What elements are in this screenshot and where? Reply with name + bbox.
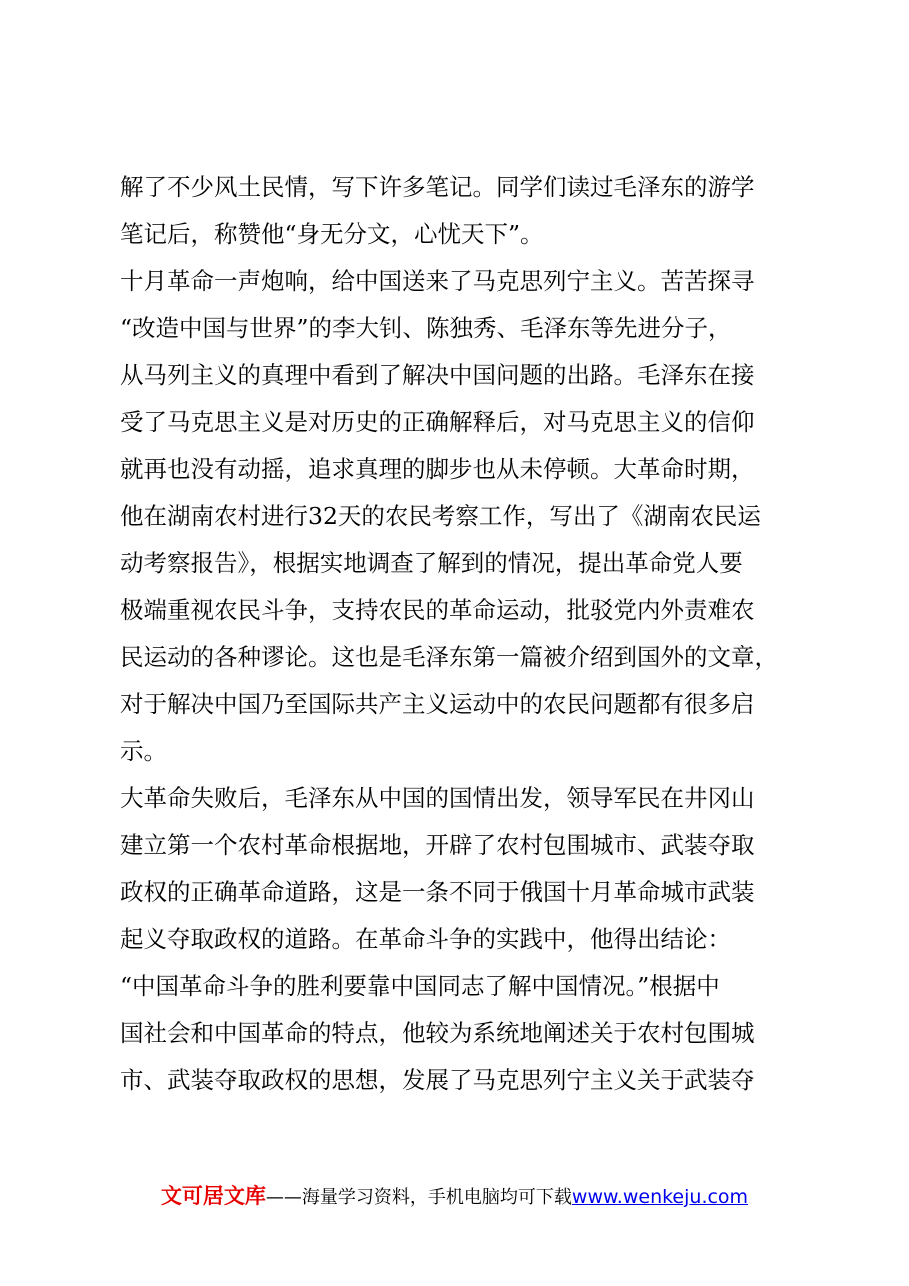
text-line: 起义夺取政权的道路。在革命斗争的实践中，他得出结论： — [120, 925, 731, 953]
footer-tagline: ——海量学习资料，手机电脑均可下载 — [265, 1187, 572, 1208]
text-line: 就再也没有动摇，追求真理的脚步也从未停顿。大革命时期， — [120, 455, 755, 483]
text-line: 从马列主义的真理中看到了解决中国问题的出路。毛泽东在接 — [120, 361, 755, 389]
text-line: 极端重视农民斗争，支持农民的革命运动，批驳党内外责难农 — [120, 596, 755, 624]
text-line: 市、武装夺取政权的思想，发展了马克思列宁主义关于武装夺 — [120, 1066, 755, 1094]
text-line: “改造中国与世界”的李大钊、陈独秀、毛泽东等先进分子， — [120, 314, 732, 342]
text-line: 建立第一个农村革命根据地，开辟了农村包围城市、武装夺取 — [120, 831, 755, 859]
text-line: 笔记后，称赞他“身无分文，心忧天下”。 — [120, 220, 544, 248]
text-line: 国社会和中国革命的特点，他较为系统地阐述关于农村包围城 — [120, 1019, 755, 1047]
footer-brand: 文可居文库 — [160, 1184, 266, 1208]
text-line: 民运动的各种谬论。这也是毛泽东第一篇被介绍到国外的文章， — [120, 643, 778, 671]
text-line: 受了马克思主义是对历史的正确解释后，对马克思主义的信仰 — [120, 408, 755, 436]
text-line: 他在湖南农村进行32天的农民考察工作，写出了《湖南农民运 — [120, 502, 761, 530]
page-footer — [0, 1180, 909, 1210]
text-line: “中国革命斗争的胜利要靠中国同志了解中国情况。”根据中 — [120, 972, 720, 1000]
text-line: 大革命失败后，毛泽东从中国的国情出发，领导军民在井冈山 — [120, 784, 755, 812]
text-line: 动考察报告》，根据实地调查了解到的情况，提出革命党人要 — [120, 549, 743, 577]
text-line: 对于解决中国乃至国际共产主义运动中的农民问题都有很多启 — [120, 690, 755, 718]
text-line: 解了不少风土民情，写下许多笔记。同学们读过毛泽东的游学 — [120, 173, 755, 201]
body-text — [120, 164, 820, 1104]
text-line: 示。 — [120, 737, 167, 765]
footer-website-link[interactable]: www.wenkeju.com — [571, 1186, 749, 1208]
text-line: 政权的正确革命道路，这是一条不同于俄国十月革命城市武装 — [120, 878, 755, 906]
text-line: 十月革命一声炮响，给中国送来了马克思列宁主义。苦苦探寻 — [120, 267, 755, 295]
